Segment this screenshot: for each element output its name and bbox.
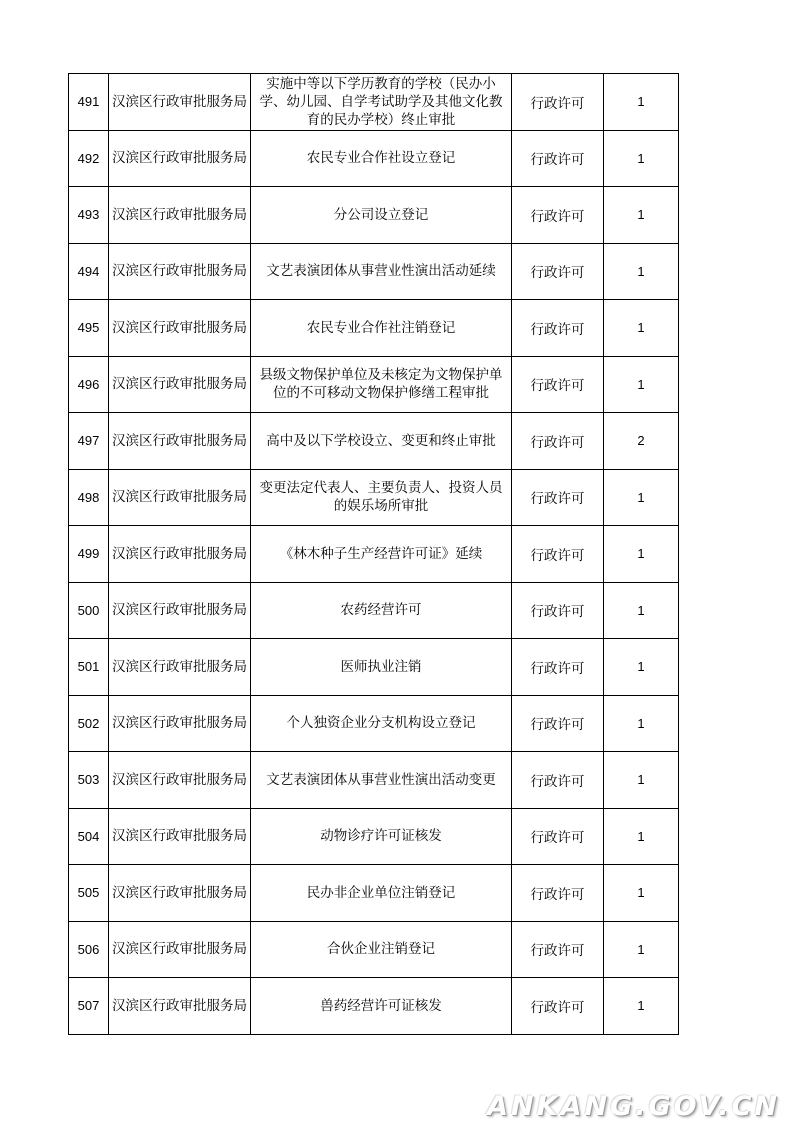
department-cell: 汉滨区行政审批服务局 [109, 526, 251, 583]
count-cell: 1 [604, 526, 679, 583]
table-body [69, 74, 679, 1035]
count-cell: 1 [604, 300, 679, 357]
department-cell: 汉滨区行政审批服务局 [109, 808, 251, 865]
row-number: 495 [69, 300, 109, 357]
row-number: 500 [69, 582, 109, 639]
row-number: 505 [69, 865, 109, 922]
department-cell: 汉滨区行政审批服务局 [109, 187, 251, 244]
item-type-cell: 行政许可 [512, 526, 604, 583]
row-number: 502 [69, 695, 109, 752]
count-cell: 1 [604, 865, 679, 922]
table-row [69, 752, 679, 809]
count-cell: 1 [604, 808, 679, 865]
item-name-cell: 个人独资企业分支机构设立登记 [251, 695, 512, 752]
count-cell: 1 [604, 921, 679, 978]
count-cell: 1 [604, 978, 679, 1035]
department-cell: 汉滨区行政审批服务局 [109, 639, 251, 696]
table-row [69, 526, 679, 583]
department-cell: 汉滨区行政审批服务局 [109, 752, 251, 809]
item-name-cell: 动物诊疗许可证核发 [251, 808, 512, 865]
item-name-cell: 文艺表演团体从事营业性演出活动变更 [251, 752, 512, 809]
item-name-cell: 民办非企业单位注销登记 [251, 865, 512, 922]
department-cell: 汉滨区行政审批服务局 [109, 921, 251, 978]
table-row [69, 639, 679, 696]
item-name-cell: 《林木种子生产经营许可证》延续 [251, 526, 512, 583]
site-watermark: ANKANG.GOV.CN [487, 1091, 780, 1122]
item-name-cell: 文艺表演团体从事营业性演出活动延续 [251, 243, 512, 300]
department-cell: 汉滨区行政审批服务局 [109, 356, 251, 413]
count-cell: 1 [604, 130, 679, 187]
row-number: 504 [69, 808, 109, 865]
row-number: 491 [69, 74, 109, 131]
table-row [69, 130, 679, 187]
table-row [69, 695, 679, 752]
department-cell: 汉滨区行政审批服务局 [109, 469, 251, 526]
count-cell: 1 [604, 695, 679, 752]
table-row [69, 300, 679, 357]
item-name-cell: 医师执业注销 [251, 639, 512, 696]
table-row [69, 74, 679, 131]
item-type-cell: 行政许可 [512, 978, 604, 1035]
item-type-cell: 行政许可 [512, 921, 604, 978]
row-number: 492 [69, 130, 109, 187]
department-cell: 汉滨区行政审批服务局 [109, 243, 251, 300]
count-cell: 1 [604, 752, 679, 809]
table-row [69, 808, 679, 865]
approval-items-table [68, 73, 679, 1035]
item-name-cell: 农药经营许可 [251, 582, 512, 639]
item-type-cell: 行政许可 [512, 752, 604, 809]
department-cell: 汉滨区行政审批服务局 [109, 582, 251, 639]
row-number: 499 [69, 526, 109, 583]
table-row [69, 413, 679, 470]
item-type-cell: 行政许可 [512, 243, 604, 300]
table-row [69, 582, 679, 639]
row-number: 498 [69, 469, 109, 526]
item-type-cell: 行政许可 [512, 865, 604, 922]
item-type-cell: 行政许可 [512, 74, 604, 131]
count-cell: 1 [604, 639, 679, 696]
department-cell: 汉滨区行政审批服务局 [109, 978, 251, 1035]
department-cell: 汉滨区行政审批服务局 [109, 300, 251, 357]
table-row [69, 356, 679, 413]
count-cell: 1 [604, 74, 679, 131]
department-cell: 汉滨区行政审批服务局 [109, 695, 251, 752]
count-cell: 1 [604, 243, 679, 300]
department-cell: 汉滨区行政审批服务局 [109, 74, 251, 131]
count-cell: 1 [604, 187, 679, 244]
table-row [69, 921, 679, 978]
count-cell: 1 [604, 356, 679, 413]
item-name-cell: 实施中等以下学历教育的学校（民办小学、幼儿园、自学考试助学及其他文化教育的民办学校）终止审批 [251, 74, 512, 131]
item-type-cell: 行政许可 [512, 639, 604, 696]
item-type-cell: 行政许可 [512, 300, 604, 357]
item-name-cell: 高中及以下学校设立、变更和终止审批 [251, 413, 512, 470]
item-name-cell: 兽药经营许可证核发 [251, 978, 512, 1035]
row-number: 497 [69, 413, 109, 470]
row-number: 501 [69, 639, 109, 696]
count-cell: 1 [604, 469, 679, 526]
department-cell: 汉滨区行政审批服务局 [109, 413, 251, 470]
row-number: 493 [69, 187, 109, 244]
item-name-cell: 农民专业合作社注销登记 [251, 300, 512, 357]
item-name-cell: 农民专业合作社设立登记 [251, 130, 512, 187]
row-number: 496 [69, 356, 109, 413]
item-type-cell: 行政许可 [512, 130, 604, 187]
item-type-cell: 行政许可 [512, 413, 604, 470]
item-type-cell: 行政许可 [512, 187, 604, 244]
table-row [69, 243, 679, 300]
table-row [69, 187, 679, 244]
row-number: 507 [69, 978, 109, 1035]
item-type-cell: 行政许可 [512, 808, 604, 865]
row-number: 506 [69, 921, 109, 978]
item-type-cell: 行政许可 [512, 469, 604, 526]
department-cell: 汉滨区行政审批服务局 [109, 865, 251, 922]
table-row [69, 865, 679, 922]
table-row [69, 469, 679, 526]
row-number: 494 [69, 243, 109, 300]
department-cell: 汉滨区行政审批服务局 [109, 130, 251, 187]
item-type-cell: 行政许可 [512, 582, 604, 639]
item-type-cell: 行政许可 [512, 695, 604, 752]
table-row [69, 978, 679, 1035]
item-name-cell: 合伙企业注销登记 [251, 921, 512, 978]
item-name-cell: 分公司设立登记 [251, 187, 512, 244]
count-cell: 1 [604, 582, 679, 639]
count-cell: 2 [604, 413, 679, 470]
item-type-cell: 行政许可 [512, 356, 604, 413]
row-number: 503 [69, 752, 109, 809]
item-name-cell: 县级文物保护单位及未核定为文物保护单位的不可移动文物保护修缮工程审批 [251, 356, 512, 413]
item-name-cell: 变更法定代表人、主要负责人、投资人员的娱乐场所审批 [251, 469, 512, 526]
